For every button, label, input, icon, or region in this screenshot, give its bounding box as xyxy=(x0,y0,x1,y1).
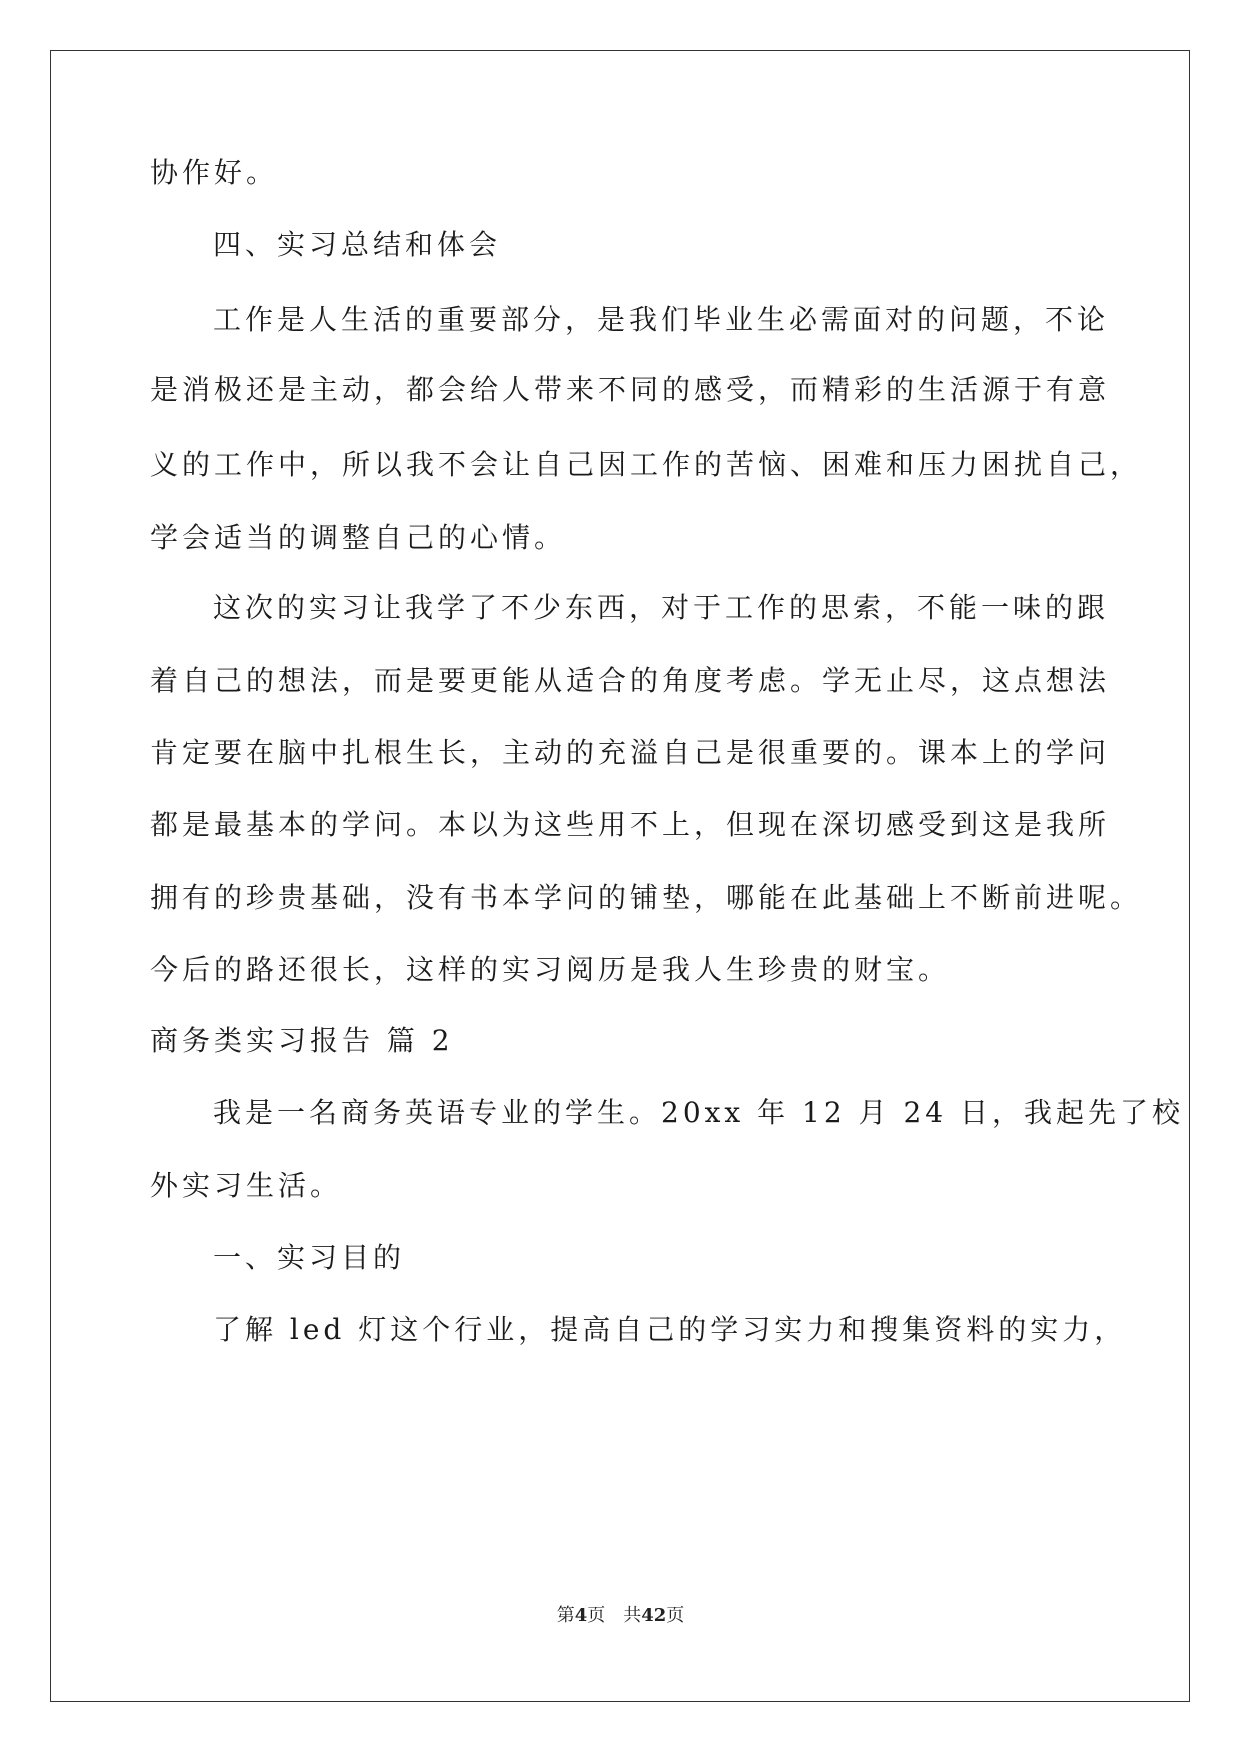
text-line: 是消极还是主动，都会给人带来不同的感受，而精彩的生活源于有意 xyxy=(150,373,1111,406)
page-border xyxy=(50,50,1190,1702)
footer-total-suffix: 页 xyxy=(666,1605,685,1626)
footer-prefix: 第 xyxy=(556,1605,575,1626)
text-line: 肯定要在脑中扎根生长，主动的充溢自己是很重要的。课本上的学问 xyxy=(150,736,1111,769)
text-line: 这次的实习让我学了不少东西，对于工作的思索，不能一味的跟 xyxy=(213,591,1110,624)
page-footer xyxy=(0,1604,1241,1628)
text-line: 了解 led 灯这个行业，提高自己的学习实力和搜集资料的实力， xyxy=(213,1313,1127,1346)
text-line: 都是最基本的学问。本以为这些用不上，但现在深切感受到这是我所 xyxy=(150,808,1111,841)
text-line: 我是一名商务英语专业的学生。20xx 年 12 月 24 日，我起先了校 xyxy=(213,1096,1184,1129)
total-pages: 42 xyxy=(641,1605,667,1626)
section-heading: 四、实习总结和体会 xyxy=(213,228,502,261)
text-line: 拥有的珍贵基础，没有书本学问的铺垫，哪能在此基础上不断前进呢。 xyxy=(150,881,1143,914)
page-number: 4 xyxy=(574,1605,588,1626)
text-line: 协作好。 xyxy=(150,156,279,189)
article-title: 商务类实习报告 篇 2 xyxy=(150,1024,454,1057)
section-heading: 一、实习目的 xyxy=(213,1241,406,1274)
text-line: 今后的路还很长，这样的实习阅历是我人生珍贵的财宝。 xyxy=(150,953,951,986)
text-line: 着自己的想法，而是要更能从适合的角度考虑。学无止尽，这点想法 xyxy=(150,664,1111,697)
text-line: 外实习生活。 xyxy=(150,1169,343,1202)
footer-page-suffix: 页 xyxy=(587,1605,606,1626)
footer-total-prefix: 共 xyxy=(623,1605,642,1626)
text-line: 义的工作中，所以我不会让自己因工作的苦恼、困难和压力困扰自己， xyxy=(150,448,1143,481)
text-line: 学会适当的调整自己的心情。 xyxy=(150,521,567,554)
text-line: 工作是人生活的重要部分，是我们毕业生必需面对的问题，不论 xyxy=(213,303,1110,336)
